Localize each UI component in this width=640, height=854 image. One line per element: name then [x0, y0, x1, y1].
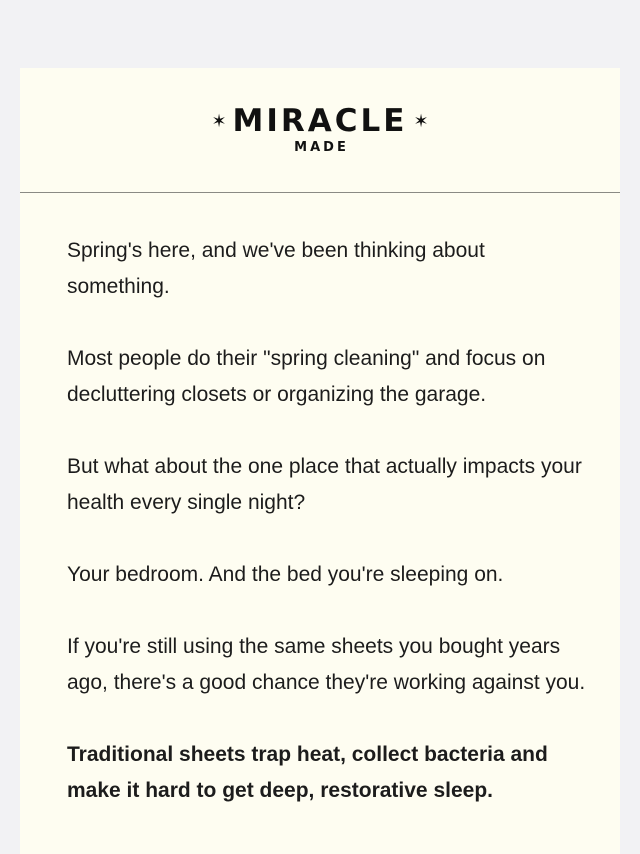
- body-paragraph: Spring's here, and we've been thinking about something.: [67, 239, 485, 298]
- body-paragraph: Your bedroom. And the bed you're sleeping on.: [67, 563, 504, 586]
- email-header: [20, 68, 620, 193]
- body-paragraph-bold: Traditional sheets trap heat, collect bacteria and make it hard to get deep, restorative sleep.: [67, 743, 548, 802]
- email-body: [20, 193, 620, 809]
- body-paragraph: If you're still using the same sheets you bought years ago, there's a good chance they're working against you.: [67, 635, 586, 694]
- star-icon: ✶: [413, 111, 429, 132]
- body-paragraph: But what about the one place that actually impacts your health every single night?: [67, 455, 582, 514]
- star-icon: ✶: [211, 111, 227, 132]
- body-paragraph: Most people do their "spring cleaning" and focus on decluttering closets or organizing the garage.: [67, 347, 546, 406]
- logo-name: MIRACLE: [232, 103, 408, 139]
- logo-tagline: MADE: [294, 140, 349, 155]
- brand-logo[interactable]: [20, 104, 620, 155]
- email-card: [20, 68, 620, 854]
- logo-wordmark: [20, 104, 620, 138]
